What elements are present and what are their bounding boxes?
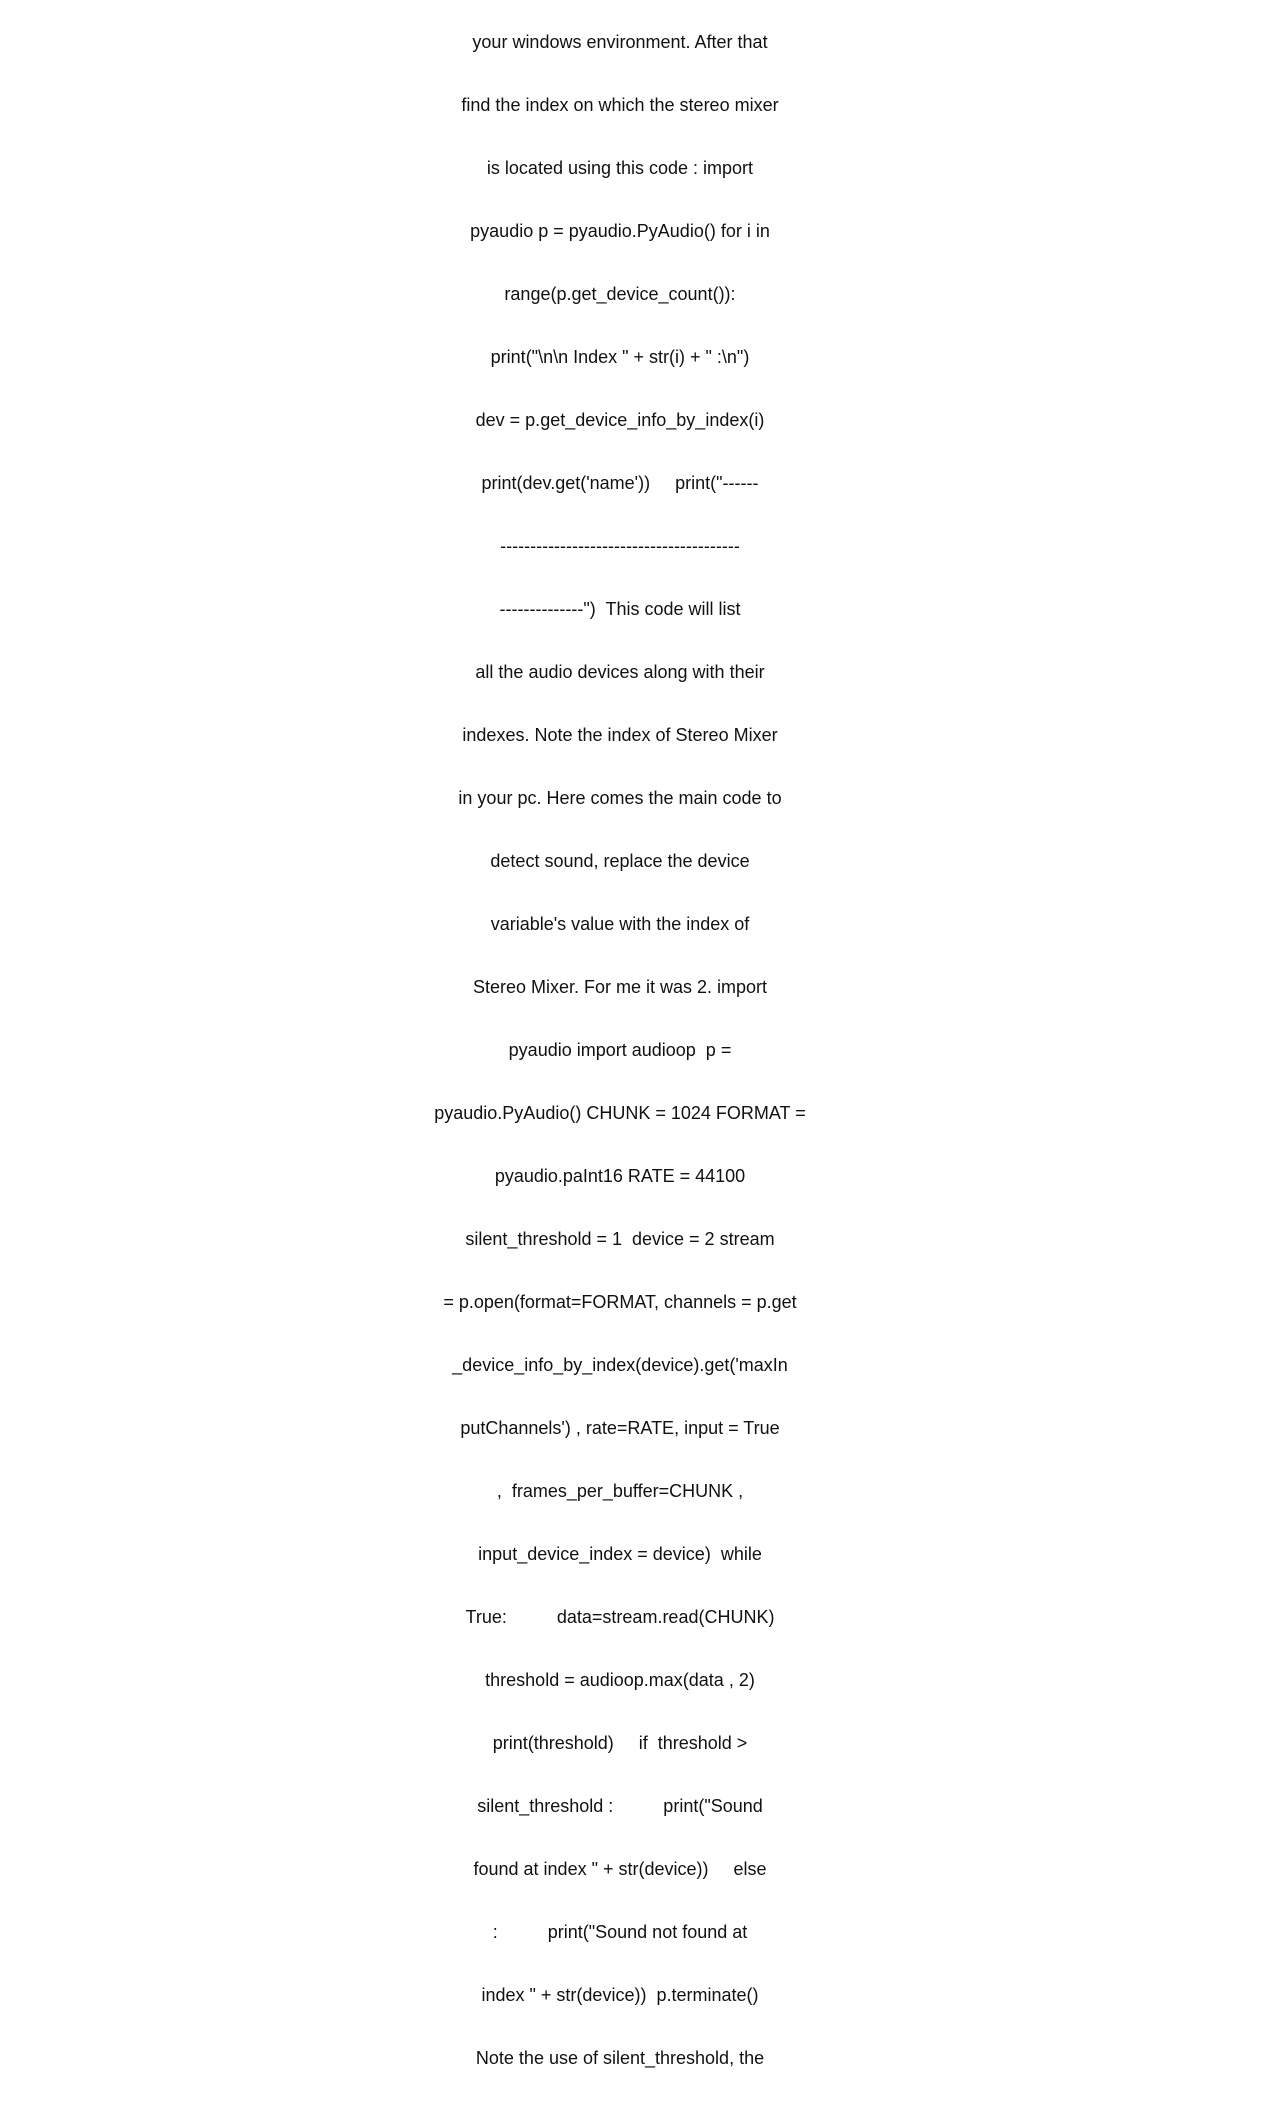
text-line: variable's value with the index of — [490, 914, 750, 934]
text-line: putChannels') , rate=RATE, input = True — [460, 1418, 780, 1438]
text-line: found at index " + str(device)) else — [473, 1859, 767, 1879]
text-line: , frames_per_buffer=CHUNK , — [496, 1481, 744, 1501]
text-line: print(threshold) if threshold > — [492, 1733, 748, 1753]
text-line: silent_threshold = 1 device = 2 stream — [465, 1229, 775, 1249]
text-line: range(p.get_device_count()): — [504, 284, 736, 304]
text-line: detect sound, replace the device — [490, 851, 750, 871]
text-line: pyaudio p = pyaudio.PyAudio() for i in — [470, 221, 770, 241]
text-line: pyaudio.PyAudio() CHUNK = 1024 FORMAT = — [434, 1103, 806, 1123]
text-line: find the index on which the stereo mixer — [461, 95, 779, 115]
text-line: print("\n\n Index " + str(i) + " :\n") — [490, 347, 750, 367]
text-line: dev = p.get_device_info_by_index(i) — [475, 410, 765, 430]
text-line: : print("Sound not found at — [492, 1922, 748, 1942]
text-line: is located using this code : import — [486, 158, 754, 178]
text-line: index " + str(device)) p.terminate() — [481, 1985, 759, 2005]
text-line: --------------") This code will list — [499, 599, 741, 619]
text-line: _device_info_by_index(device).get('maxIn — [452, 1355, 788, 1375]
text-line: print(dev.get('name')) print("------ — [481, 473, 759, 493]
text-line: pyaudio import audioop p = — [508, 1040, 732, 1060]
text-line: Stereo Mixer. For me it was 2. import — [472, 977, 768, 997]
text-line: Note the use of silent_threshold, the — [475, 2048, 765, 2068]
text-line: True: data=stream.read(CHUNK) — [465, 1607, 775, 1627]
text-line: your windows environment. After that — [472, 32, 768, 52]
text-line: = p.open(format=FORMAT, channels = p.get — [443, 1292, 797, 1312]
text-line: ---------------------------------------- — [500, 536, 740, 556]
text-line: input_device_index = device) while — [478, 1544, 762, 1564]
text-line: all the audio devices along with their — [475, 662, 765, 682]
text-line: silent_threshold : print("Sound — [477, 1796, 763, 1816]
text-line: in your pc. Here comes the main code to — [458, 788, 782, 808]
text-line: threshold = audioop.max(data , 2) — [485, 1670, 755, 1690]
text-line: pyaudio.paInt16 RATE = 44100 — [494, 1166, 746, 1186]
text-line: indexes. Note the index of Stereo Mixer — [462, 725, 778, 745]
